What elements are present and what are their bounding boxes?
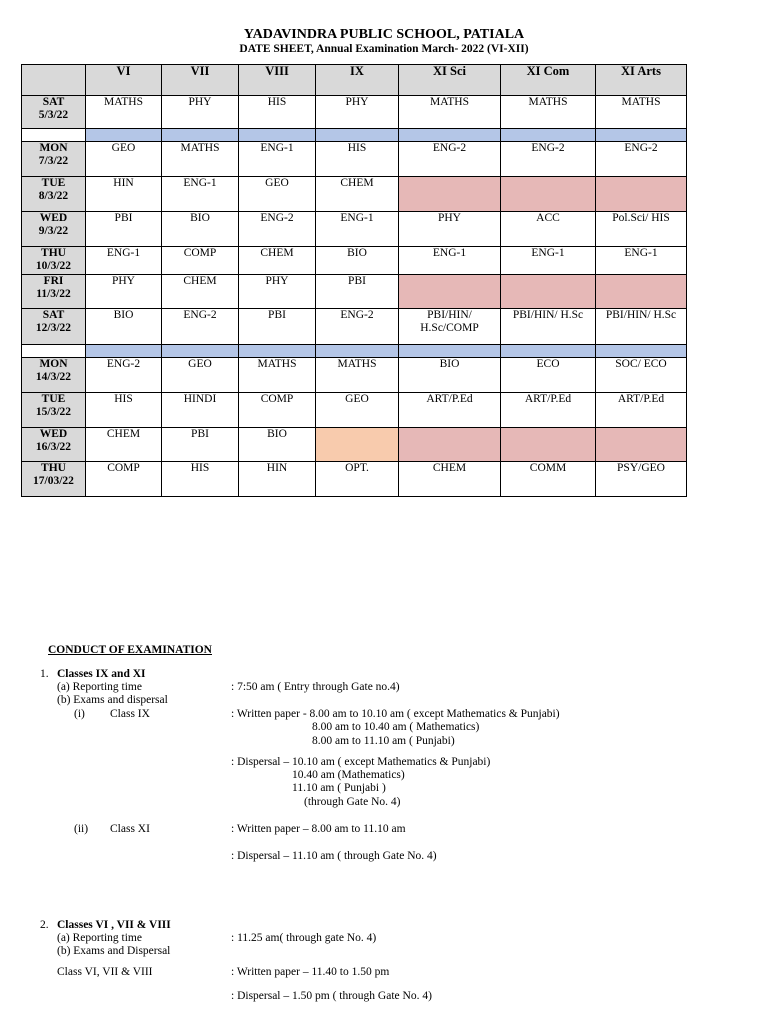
day-cell <box>22 96 86 129</box>
subject-cell: PBI/HIN/ H.Sc <box>596 309 687 345</box>
day-cell <box>22 462 86 497</box>
table-row <box>22 393 687 428</box>
header-vi: VI <box>86 65 162 96</box>
day-cell <box>22 247 86 275</box>
subject-cell: ENG-1 <box>501 247 596 275</box>
subject-cell: Pol.Sci/ HIS <box>596 212 687 247</box>
subject-cell: ENG-2 <box>86 358 162 393</box>
subject-cell: GEO <box>162 358 239 393</box>
subject-cell: HIN <box>86 177 162 212</box>
subject-cell: HIS <box>316 142 399 177</box>
day-name: FRI <box>43 275 64 287</box>
table-row <box>22 142 687 177</box>
subject-cell: COMP <box>86 462 162 497</box>
header-xi-arts: XI Arts <box>596 65 687 96</box>
day-date: 8/3/22 <box>38 190 69 202</box>
no-exam-cell <box>596 177 687 212</box>
table-row <box>22 177 687 212</box>
subject-cell: PHY <box>162 96 239 129</box>
subject-cell: CHEM <box>316 177 399 212</box>
day-name: SAT <box>42 96 65 108</box>
subject-cell: COMP <box>162 247 239 275</box>
ix-dispersal-line-3: 11.10 am ( Punjabi ) <box>292 782 386 794</box>
week-separator <box>22 345 687 358</box>
day-name: WED <box>39 428 68 440</box>
section-1-reporting-label: (a) Reporting time <box>57 681 142 693</box>
subject-cell: MATHS <box>86 96 162 129</box>
subject-cell: BIO <box>162 212 239 247</box>
subject-cell: ART/P.Ed <box>501 393 596 428</box>
no-exam-cell <box>596 275 687 309</box>
subject-cell: HIN <box>239 462 316 497</box>
header-vii: VII <box>162 65 239 96</box>
subject-cell: ART/P.Ed <box>399 393 501 428</box>
no-exam-cell <box>399 275 501 309</box>
subject-cell: MATHS <box>501 96 596 129</box>
subject-cell: PHY <box>239 275 316 309</box>
vi-viii-written: : Written paper – 11.40 to 1.50 pm <box>231 966 390 978</box>
subject-cell: MATHS <box>596 96 687 129</box>
subject-cell: BIO <box>239 428 316 462</box>
subject-cell: ENG-2 <box>162 309 239 345</box>
subject-cell: OPT. <box>316 462 399 497</box>
conduct-heading: CONDUCT OF EXAMINATION <box>48 644 212 656</box>
ix-dispersal-line-4: (through Gate No. 4) <box>304 796 401 808</box>
day-date: 7/3/22 <box>38 155 69 167</box>
table-row <box>22 96 687 129</box>
subject-cell: ENG-2 <box>399 142 501 177</box>
header-row <box>22 65 687 96</box>
subject-cell: ENG-2 <box>596 142 687 177</box>
day-cell <box>22 428 86 462</box>
day-date: 11/3/22 <box>36 288 71 300</box>
subject-cell: PBI/HIN/ H.Sc/COMP <box>399 309 501 345</box>
day-name: WED <box>39 212 68 224</box>
table-row <box>22 309 687 345</box>
header-viii: VIII <box>239 65 316 96</box>
ix-written-line-1: : Written paper - 8.00 am to 10.10 am ( except Mathematics & Punjabi) <box>231 708 560 720</box>
day-cell <box>22 309 86 345</box>
table-row <box>22 212 687 247</box>
subject-cell: COMM <box>501 462 596 497</box>
subject-cell: ECO <box>501 358 596 393</box>
day-date: 16/3/22 <box>35 441 72 453</box>
vi-viii-dispersal: : Dispersal – 1.50 pm ( through Gate No. 4) <box>231 990 432 1002</box>
reporting-time-2: : 11.25 am( through gate No. 4) <box>231 932 377 944</box>
day-name: THU <box>41 462 66 474</box>
section-2-exams-label: (b) Exams and Dispersal <box>57 945 171 957</box>
no-exam-cell <box>501 177 596 212</box>
ix-written-line-2: 8.00 am to 10.40 am ( Mathematics) <box>312 721 480 733</box>
subject-cell: PBI <box>239 309 316 345</box>
subject-cell: ENG-2 <box>239 212 316 247</box>
day-date: 10/3/22 <box>35 260 72 272</box>
header-xi-sci: XI Sci <box>399 65 501 96</box>
day-name: MON <box>39 358 68 370</box>
section-1-number: 1. <box>40 668 49 680</box>
table-row <box>22 275 687 309</box>
day-date: 12/3/22 <box>35 322 72 334</box>
subject-cell: ENG-1 <box>399 247 501 275</box>
day-cell <box>22 212 86 247</box>
header-xi-com: XI Com <box>501 65 596 96</box>
day-date: 14/3/22 <box>35 371 72 383</box>
date-sheet-subtitle: DATE SHEET, Annual Examination March- 2022 (VI-XII) <box>239 43 529 55</box>
section-1-ii-marker: (ii) <box>74 823 89 835</box>
xi-dispersal: : Dispersal – 11.10 am ( through Gate No. 4) <box>231 850 437 862</box>
subject-cell: PHY <box>316 96 399 129</box>
no-exam-cell <box>596 428 687 462</box>
subject-cell: ENG-1 <box>596 247 687 275</box>
subject-cell: PHY <box>86 275 162 309</box>
section-1-i-marker: (i) <box>74 708 85 720</box>
subject-cell: CHEM <box>86 428 162 462</box>
subject-cell: ENG-2 <box>316 309 399 345</box>
subject-cell: CHEM <box>162 275 239 309</box>
section-2-title: Classes VI , VII & VIII <box>57 919 171 931</box>
day-cell <box>22 177 86 212</box>
day-cell <box>22 142 86 177</box>
class-xi-label: Class XI <box>110 823 150 835</box>
reporting-time-1: : 7:50 am ( Entry through Gate no.4) <box>231 681 400 693</box>
subject-cell: ENG-1 <box>162 177 239 212</box>
week-separator <box>22 129 687 142</box>
subject-cell: PBI <box>316 275 399 309</box>
subject-cell: BIO <box>316 247 399 275</box>
subject-cell: PBI <box>162 428 239 462</box>
subject-cell: ENG-1 <box>239 142 316 177</box>
header-ix: IX <box>316 65 399 96</box>
day-name: THU <box>41 247 66 259</box>
class-vi-vii-viii-label: Class VI, VII & VIII <box>57 966 153 978</box>
xi-written: : Written paper – 8.00 am to 11.10 am <box>231 823 406 835</box>
subject-cell: CHEM <box>239 247 316 275</box>
day-name: SAT <box>42 309 65 321</box>
section-2-reporting-label: (a) Reporting time <box>57 932 142 944</box>
subject-cell: PBI <box>86 212 162 247</box>
no-exam-cell <box>316 428 399 462</box>
subject-cell: ACC <box>501 212 596 247</box>
ix-dispersal-line-1: : Dispersal – 10.10 am ( except Mathematics & Punjabi) <box>231 756 491 768</box>
day-name: TUE <box>41 177 66 189</box>
day-date: 9/3/22 <box>38 225 69 237</box>
subject-cell: COMP <box>239 393 316 428</box>
subject-cell: MATHS <box>162 142 239 177</box>
ix-written-line-3: 8.00 am to 11.10 am ( Punjabi) <box>312 735 455 747</box>
section-1-title: Classes IX and XI <box>57 668 146 680</box>
no-exam-cell <box>399 177 501 212</box>
no-exam-cell <box>501 275 596 309</box>
subject-cell: PBI/HIN/ H.Sc <box>501 309 596 345</box>
table-row <box>22 358 687 393</box>
class-ix-label: Class IX <box>110 708 150 720</box>
subject-cell: HIS <box>239 96 316 129</box>
subject-cell: PSY/GEO <box>596 462 687 497</box>
subject-cell: HIS <box>86 393 162 428</box>
section-1-exams-label: (b) Exams and dispersal <box>57 694 168 706</box>
day-name: MON <box>39 142 68 154</box>
subject-cell: GEO <box>316 393 399 428</box>
subject-cell: ENG-2 <box>501 142 596 177</box>
subject-cell: CHEM <box>399 462 501 497</box>
subject-cell: MATHS <box>239 358 316 393</box>
subject-cell: MATHS <box>316 358 399 393</box>
no-exam-cell <box>501 428 596 462</box>
table-row <box>22 428 687 462</box>
date-sheet-table <box>21 64 687 497</box>
subject-cell: BIO <box>399 358 501 393</box>
table-row <box>22 462 687 497</box>
section-2-number: 2. <box>40 919 49 931</box>
day-date: 15/3/22 <box>35 406 72 418</box>
ix-dispersal-line-2: 10.40 am (Mathematics) <box>292 769 405 781</box>
subject-cell: ART/P.Ed <box>596 393 687 428</box>
day-cell <box>22 275 86 309</box>
subject-cell: HIS <box>162 462 239 497</box>
day-date: 5/3/22 <box>38 109 69 121</box>
school-title: YADAVINDRA PUBLIC SCHOOL, PATIALA <box>243 27 525 42</box>
subject-cell: MATHS <box>399 96 501 129</box>
subject-cell: GEO <box>86 142 162 177</box>
subject-cell: ENG-1 <box>316 212 399 247</box>
subject-cell: ENG-1 <box>86 247 162 275</box>
header-corner <box>22 65 86 96</box>
day-date: 17/03/22 <box>33 475 74 487</box>
day-name: TUE <box>41 393 66 405</box>
subject-cell: GEO <box>239 177 316 212</box>
subject-cell: PHY <box>399 212 501 247</box>
subject-cell: HINDI <box>162 393 239 428</box>
no-exam-cell <box>399 428 501 462</box>
day-cell <box>22 393 86 428</box>
subject-cell: BIO <box>86 309 162 345</box>
day-cell <box>22 358 86 393</box>
subject-cell: SOC/ ECO <box>596 358 687 393</box>
table-row <box>22 247 687 275</box>
